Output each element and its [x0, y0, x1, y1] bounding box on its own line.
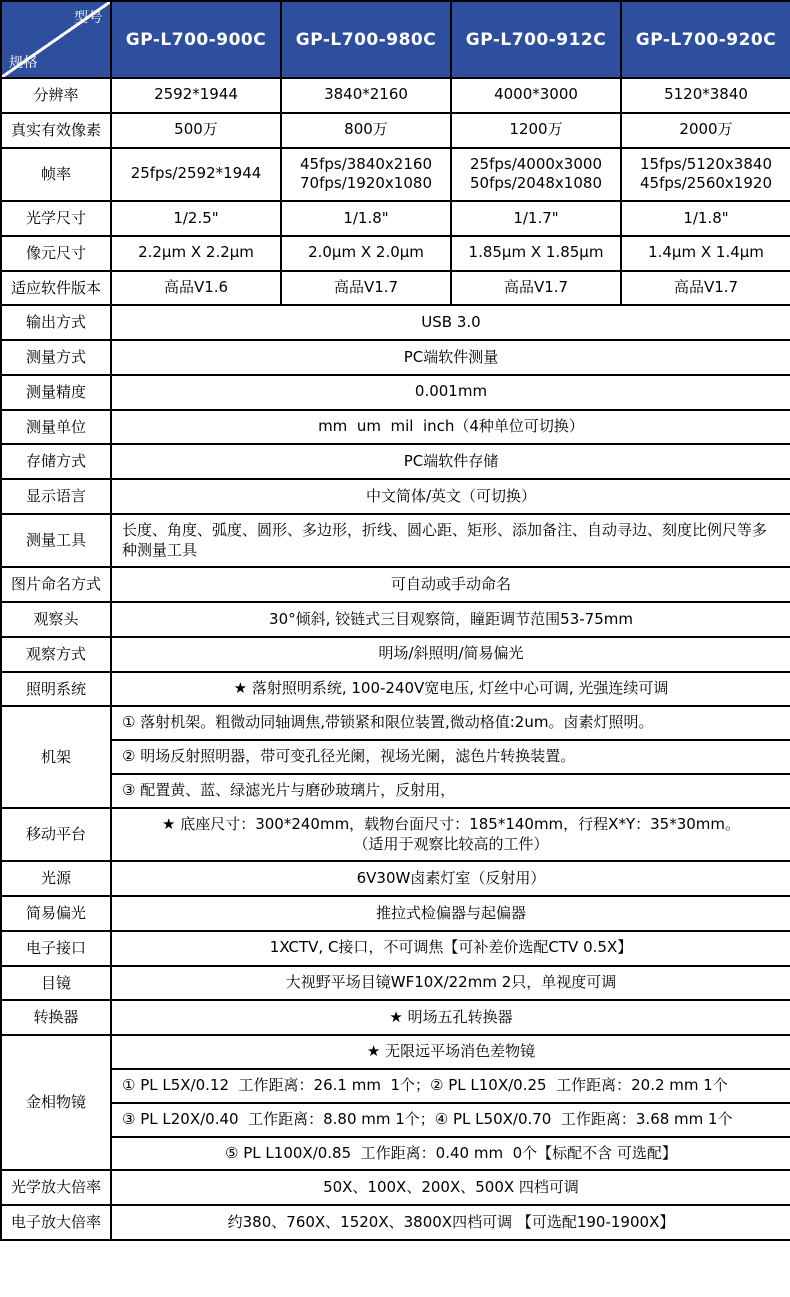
spec-value-cell: 6V30W卤素灯室（反射用）	[111, 861, 790, 896]
table-row	[1, 567, 790, 602]
row-label: 机架	[1, 706, 111, 807]
table-body	[1, 78, 790, 1240]
table-row	[1, 305, 790, 340]
spec-value-cell: 1/1.7"	[451, 201, 621, 236]
spec-value-cell: 1/1.8"	[281, 201, 451, 236]
row-label: 像元尺寸	[1, 236, 111, 271]
row-label: 测量工具	[1, 514, 111, 568]
spec-value-cell: mm um mil inch（4种单位可切换）	[111, 410, 790, 445]
corner-model-label: 型号	[74, 10, 103, 26]
table-row	[1, 896, 790, 931]
spec-value-cell: USB 3.0	[111, 305, 790, 340]
table-row	[1, 637, 790, 672]
row-label: 简易偏光	[1, 896, 111, 931]
row-label: 观察头	[1, 602, 111, 637]
corner-cell	[1, 1, 111, 78]
spec-value-cell: 25fps/2592*1944	[111, 148, 281, 202]
row-label: 分辨率	[1, 78, 111, 113]
row-label: 电子放大倍率	[1, 1205, 111, 1240]
spec-value-cell: 30°倾斜, 铰链式三目观察筒，瞳距调节范围53-75mm	[111, 602, 790, 637]
cell-line: 45fps/3840x2160	[300, 154, 432, 173]
row-label: 适应软件版本	[1, 271, 111, 306]
spec-value-cell: ① PL L5X/0.12 工作距离：26.1 mm 1个；② PL L10X/0.25 工作距离：20.2 mm 1个	[111, 1069, 790, 1103]
table-row	[1, 602, 790, 637]
row-label: 帧率	[1, 148, 111, 202]
table-row	[1, 1137, 790, 1171]
row-label: 测量方式	[1, 340, 111, 375]
table-row	[1, 479, 790, 514]
spec-value-cell: 大视野平场目镜WF10X/22mm 2只，单视度可调	[111, 966, 790, 1001]
spec-value-cell: 约380、760X、1520X、3800X四档可调 【可选配190-1900X】	[111, 1205, 790, 1240]
row-label: 光学尺寸	[1, 201, 111, 236]
row-label: 观察方式	[1, 637, 111, 672]
spec-value-cell: ★ 无限远平场消色差物镜	[111, 1035, 790, 1069]
cell-line: 25fps/4000x3000	[470, 154, 602, 173]
spec-value-cell	[451, 148, 621, 202]
row-label: 存储方式	[1, 444, 111, 479]
spec-value-cell: ② 明场反射照明器，带可变孔径光阑，视场光阑，滤色片转换装置。	[111, 740, 790, 774]
spec-value-cell: 明场/斜照明/简易偏光	[111, 637, 790, 672]
table-row	[1, 271, 790, 306]
spec-value-cell: ③ 配置黄、蓝、绿滤光片与磨砂玻璃片，反射用，	[111, 774, 790, 808]
corner-spec-label: 规格	[9, 55, 38, 71]
row-label: 测量单位	[1, 410, 111, 445]
spec-value-cell: 800万	[281, 113, 451, 148]
spec-value-cell: 1.85μm X 1.85μm	[451, 236, 621, 271]
spec-value-cell: 高品V1.7	[281, 271, 451, 306]
table-row	[1, 375, 790, 410]
spec-value-cell: 1/1.8"	[621, 201, 790, 236]
spec-value-cell	[281, 148, 451, 202]
table-row	[1, 514, 790, 568]
table-row	[1, 1103, 790, 1137]
table-row	[1, 1035, 790, 1069]
cell-line: （适用于观察比较高的工件）	[353, 834, 549, 853]
spec-value-cell: 2592*1944	[111, 78, 281, 113]
row-label: 光源	[1, 861, 111, 896]
spec-value-cell: 50X、100X、200X、500X 四档可调	[111, 1170, 790, 1205]
spec-value-cell: 中文简体/英文（可切换）	[111, 479, 790, 514]
row-label: 测量精度	[1, 375, 111, 410]
spec-value-cell: 高品V1.7	[621, 271, 790, 306]
model-header-2: GP-L700-980C	[281, 1, 451, 78]
cell-line: 70fps/1920x1080	[300, 174, 432, 193]
table-row	[1, 340, 790, 375]
spec-value-cell: 4000*3000	[451, 78, 621, 113]
table-row	[1, 966, 790, 1001]
row-label: 光学放大倍率	[1, 1170, 111, 1205]
model-header-1: GP-L700-900C	[111, 1, 281, 78]
table-row	[1, 78, 790, 113]
spec-value-cell	[621, 148, 790, 202]
spec-value-cell: 500万	[111, 113, 281, 148]
cell-line: 15fps/5120x3840	[640, 154, 772, 173]
spec-value-cell: 2.2μm X 2.2μm	[111, 236, 281, 271]
spec-value-cell: ③ PL L20X/0.40 工作距离：8.80 mm 1个；④ PL L50X/0.70 工作距离：3.68 mm 1个	[111, 1103, 790, 1137]
cell-line: 50fps/2048x1080	[470, 174, 602, 193]
cell-line: ★ 底座尺寸：300*240mm，载物台面尺寸：185*140mm，行程X*Y：35*30mm。	[161, 814, 741, 833]
table-row	[1, 740, 790, 774]
spec-value-cell: 推拉式检偏器与起偏器	[111, 896, 790, 931]
spec-value-cell: ★ 明场五孔转换器	[111, 1000, 790, 1035]
row-label: 图片命名方式	[1, 567, 111, 602]
row-label: 真实有效像素	[1, 113, 111, 148]
spec-value-cell: PC端软件测量	[111, 340, 790, 375]
table-row	[1, 1069, 790, 1103]
spec-value-cell: ① 落射机架。粗微动同轴调焦,带锁紧和限位装置,微动格值:2um。卤素灯照明。	[111, 706, 790, 740]
row-label: 电子接口	[1, 931, 111, 966]
spec-value-cell: ★ 落射照明系统, 100-240V宽电压, 灯丝中心可调, 光强连续可调	[111, 672, 790, 707]
row-label: 目镜	[1, 966, 111, 1001]
table-row	[1, 1170, 790, 1205]
table-row	[1, 1205, 790, 1240]
model-header-4: GP-L700-920C	[621, 1, 790, 78]
spec-value-cell: 1200万	[451, 113, 621, 148]
table-row	[1, 672, 790, 707]
spec-value-cell	[111, 808, 790, 862]
spec-value-cell: 3840*2160	[281, 78, 451, 113]
row-label: 照明系统	[1, 672, 111, 707]
cell-line: 45fps/2560x1920	[640, 174, 772, 193]
spec-value-cell: 0.001mm	[111, 375, 790, 410]
table-row	[1, 774, 790, 808]
row-label: 转换器	[1, 1000, 111, 1035]
table-row	[1, 113, 790, 148]
row-label: 移动平台	[1, 808, 111, 862]
row-label: 输出方式	[1, 305, 111, 340]
spec-value-cell: ⑤ PL L100X/0.85 工作距离：0.40 mm 0个【标配不含 可选配】	[111, 1137, 790, 1171]
row-label: 显示语言	[1, 479, 111, 514]
table-row	[1, 706, 790, 740]
model-header-3: GP-L700-912C	[451, 1, 621, 78]
spec-value-cell: 高品V1.6	[111, 271, 281, 306]
spec-value-cell: PC端软件存储	[111, 444, 790, 479]
table-header	[1, 1, 790, 78]
spec-value-cell: 5120*3840	[621, 78, 790, 113]
table-row	[1, 148, 790, 202]
table-row	[1, 1000, 790, 1035]
table-row	[1, 236, 790, 271]
table-row	[1, 808, 790, 862]
table-row	[1, 444, 790, 479]
spec-value-cell: 1/2.5"	[111, 201, 281, 236]
table-row	[1, 931, 790, 966]
spec-value-cell: 高品V1.7	[451, 271, 621, 306]
spec-value-cell: 1.4μm X 1.4μm	[621, 236, 790, 271]
header-row	[1, 1, 790, 78]
spec-value-cell: 长度、角度、弧度、圆形、多边形，折线、圆心距、矩形、添加备注、自动寻边、刻度比例尺等多种测量工具	[111, 514, 790, 568]
spec-value-cell: 1XCTV, C接口，不可调焦【可补差价选配CTV 0.5X】	[111, 931, 790, 966]
spec-value-cell: 可自动或手动命名	[111, 567, 790, 602]
spec-value-cell: 2000万	[621, 113, 790, 148]
table-row	[1, 861, 790, 896]
table-row	[1, 201, 790, 236]
spec-value-cell: 2.0μm X 2.0μm	[281, 236, 451, 271]
row-label: 金相物镜	[1, 1035, 111, 1170]
table-row	[1, 410, 790, 445]
